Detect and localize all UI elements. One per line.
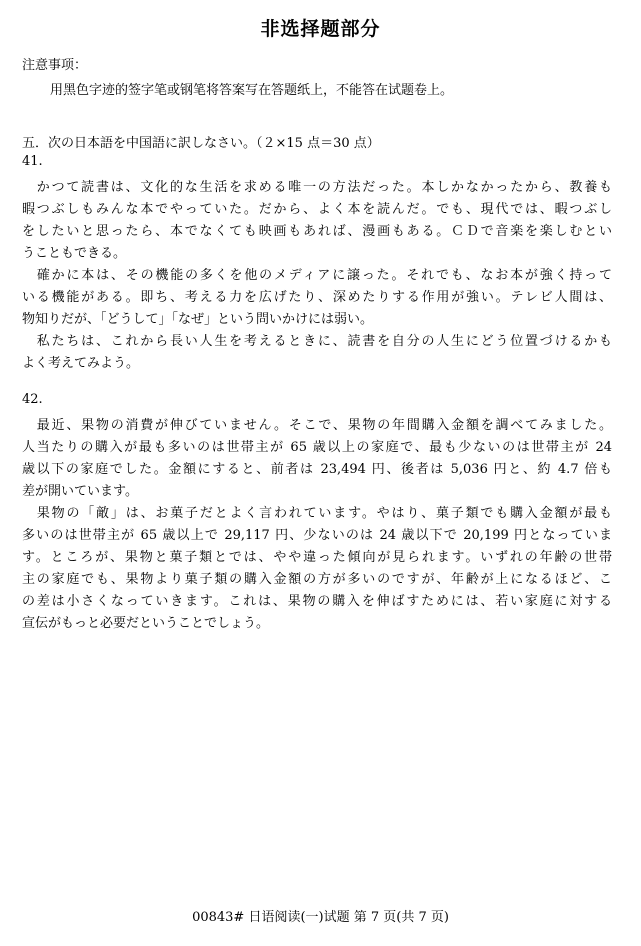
page-title: 非选择题部分 <box>260 18 381 40</box>
question-41-line: 確かに本は、その機能の多くを他のメディアに譲った。それでも、なお本が強く持って <box>22 268 612 283</box>
question-42-number: 42. <box>22 392 43 407</box>
question-41-line: うこともできる。 <box>22 246 127 261</box>
question-41-line: 物知りだが、「どうして」「なぜ」という問いかけには弱い。 <box>22 312 374 327</box>
question-41-line: をしたいと思ったら、本でなくても映画もあれば、漫画もある。ＣＤで音楽を楽しむとい <box>22 224 612 239</box>
page-footer: 00843# 日语阅读(一)试题 第 7 页(共 7 页) <box>192 910 449 925</box>
question-42-line: 歳以下の家庭でした。金額にすると、前者は 23,494 円、後者は 5,036 円と、約 4.7 倍も <box>22 462 612 477</box>
question-42-line: 人当たりの購入が最も多いのは世帯主が 65 歳以上の家庭で、最も少ないのは世帯主が 24 <box>22 440 612 455</box>
notice-heading: 注意事项： <box>22 58 88 73</box>
question-41-number: 41. <box>22 154 43 169</box>
question-41-line: 私たちは、これから長い人生を考えるときに、読書を自分の人生にどう位置づけるかも <box>22 334 612 349</box>
question-42-line: の差は小さくなっていきます。これは、果物の購入を伸ばすためには、若い家庭に対する <box>22 594 612 609</box>
question-42-line: 宣伝がもっと必要だということでしょう。 <box>22 616 270 631</box>
question-41-line: よく考えてみよう。 <box>22 356 140 371</box>
section-heading: 五．次の日本語を中国語に訳しなさい。（２×15 点＝30 点） <box>22 136 380 151</box>
question-41-line: かつて読書は、文化的な生活を求める唯一の方法だった。本しかなかったから、教養も <box>22 180 612 195</box>
question-41-line: 暇つぶしもみんな本でやっていた。だから、よく本を読んだ。でも、現代では、暇つぶし <box>22 202 612 217</box>
notice-text: 用黑色字迹的签字笔或钢笔将答案写在答题纸上，不能答在试题卷上。 <box>50 83 454 98</box>
question-41-line: いる機能がある。即ち、考える力を広げたり、深めたりする作用が強い。テレビ人間は、 <box>22 290 612 305</box>
question-42-line: 果物の「敵」は、お菓子だとよく言われています。やはり、菓子類でも購入金額が最も <box>22 506 612 521</box>
question-42-line: す。ところが、果物と菓子類とでは、やや違った傾向が見られます。いずれの年齢の世帯 <box>22 550 612 565</box>
question-42-line: 差が開いています。 <box>22 484 138 499</box>
question-42-line: 最近、果物の消費が伸びていません。そこで、果物の年間購入金額を調べてみました。 <box>22 418 612 433</box>
question-42-line: 主の家庭でも、果物より菓子類の購入金額の方が多いのですが、年齢が上になるほど、こ <box>22 572 612 587</box>
question-42-line: 多いのは世帯主が 65 歳以上で 29,117 円、少ないのは 24 歳以下で 20,199 円となっていま <box>22 528 612 543</box>
